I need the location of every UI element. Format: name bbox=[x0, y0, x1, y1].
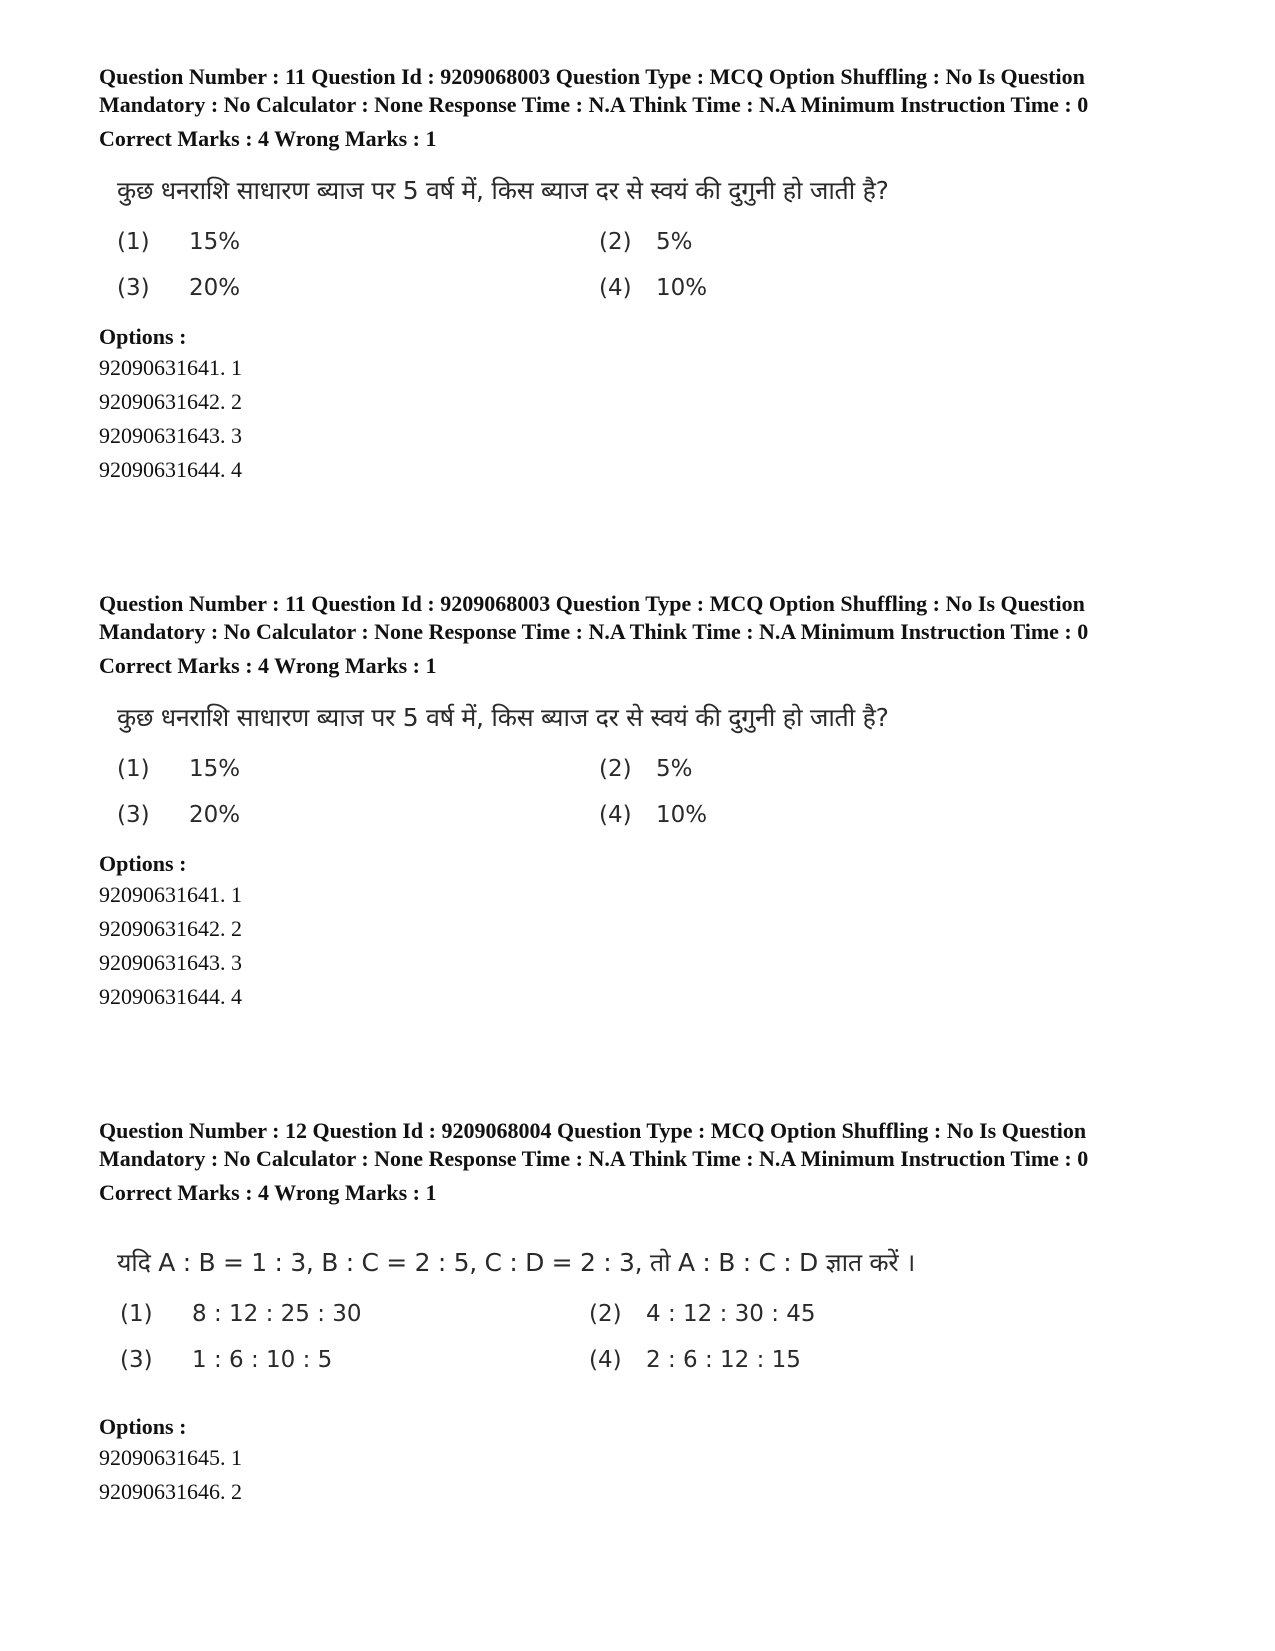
choice-1 bbox=[120, 1301, 362, 1327]
option-line: 92090631642. 2 bbox=[99, 916, 242, 941]
choice-text: 15% bbox=[189, 229, 241, 255]
choice-4 bbox=[589, 1347, 801, 1373]
question-marks: Correct Marks : 4 Wrong Marks : 1 bbox=[99, 653, 437, 678]
choice-number: (2) bbox=[589, 1301, 622, 1327]
choice-3 bbox=[117, 802, 240, 828]
choice-text: 10% bbox=[656, 802, 708, 828]
question-content bbox=[117, 1247, 1179, 1393]
question-text: कुछ धनराशि साधारण ब्याज पर 5 वर्ष में, किस ब्याज दर से स्वयं की दुगुनी हो जाती है? bbox=[117, 176, 889, 205]
choice-number: (4) bbox=[599, 802, 632, 828]
question-marks: Correct Marks : 4 Wrong Marks : 1 bbox=[99, 1180, 437, 1205]
question-header: Question Number : 11 Question Id : 9209068003 Question Type : MCQ Option Shuffling : No Is Question Mandatory : No Calculator : None Response Time : N.A Think Time : N.A Minimum Instruction Time : 0 bbox=[99, 591, 1089, 644]
question-text: कुछ धनराशि साधारण ब्याज पर 5 वर्ष में, किस ब्याज दर से स्वयं की दुगुनी हो जाती है? bbox=[117, 703, 889, 732]
choice-3 bbox=[117, 275, 240, 301]
choice-number: (2) bbox=[599, 756, 632, 782]
choice-number: (1) bbox=[117, 229, 150, 255]
choice-text: 5% bbox=[656, 229, 693, 255]
options-label: Options : bbox=[99, 851, 187, 876]
choice-text: 20% bbox=[189, 802, 241, 828]
choice-4 bbox=[599, 275, 707, 301]
question-header: Question Number : 11 Question Id : 9209068003 Question Type : MCQ Option Shuffling : No Is Question Mandatory : No Calculator : None Response Time : N.A Think Time : N.A Minimum Instruction Time : 0 bbox=[99, 64, 1089, 117]
option-line: 92090631641. 1 bbox=[99, 882, 242, 907]
option-line: 92090631641. 1 bbox=[99, 355, 242, 380]
choice-row bbox=[117, 1301, 1179, 1347]
choice-text: 20% bbox=[189, 275, 241, 301]
choice-row bbox=[117, 756, 1179, 802]
choice-row bbox=[117, 802, 1179, 848]
choice-row bbox=[117, 1347, 1179, 1393]
choice-text: 2 : 6 : 12 : 15 bbox=[646, 1347, 801, 1373]
option-line: 92090631644. 4 bbox=[99, 984, 242, 1009]
choice-1 bbox=[117, 229, 240, 255]
choice-row bbox=[117, 275, 1179, 321]
option-line: 92090631643. 3 bbox=[99, 423, 242, 448]
choice-number: (3) bbox=[120, 1347, 153, 1373]
choice-text: 15% bbox=[189, 756, 241, 782]
choice-number: (1) bbox=[120, 1301, 153, 1327]
choice-number: (1) bbox=[117, 756, 150, 782]
option-line: 92090631642. 2 bbox=[99, 389, 242, 414]
choice-row bbox=[117, 229, 1179, 275]
choice-4 bbox=[599, 802, 707, 828]
choice-3 bbox=[120, 1347, 332, 1373]
question-header: Question Number : 12 Question Id : 9209068004 Question Type : MCQ Option Shuffling : No Is Question Mandatory : No Calculator : None Response Time : N.A Think Time : N.A Minimum Instruction Time : 0 bbox=[99, 1118, 1089, 1171]
options-label: Options : bbox=[99, 1414, 187, 1439]
choice-number: (3) bbox=[117, 275, 150, 301]
choice-number: (3) bbox=[117, 802, 150, 828]
option-line: 92090631644. 4 bbox=[99, 457, 242, 482]
question-block-3 bbox=[99, 1117, 1179, 1509]
question-text: यदि A : B = 1 : 3, B : C = 2 : 5, C : D = 2 : 3, तो A : B : C : D ज्ञात करें । bbox=[117, 1248, 916, 1277]
question-content bbox=[117, 175, 1179, 321]
choice-text: 1 : 6 : 10 : 5 bbox=[192, 1347, 333, 1373]
option-line: 92090631643. 3 bbox=[99, 950, 242, 975]
choice-number: (2) bbox=[599, 229, 632, 255]
choice-text: 4 : 12 : 30 : 45 bbox=[646, 1301, 816, 1327]
choice-text: 5% bbox=[656, 756, 693, 782]
question-block-2 bbox=[99, 590, 1179, 1014]
choice-number: (4) bbox=[599, 275, 632, 301]
options-label: Options : bbox=[99, 324, 187, 349]
choice-text: 8 : 12 : 25 : 30 bbox=[192, 1301, 362, 1327]
choice-2 bbox=[599, 756, 693, 782]
option-line: 92090631646. 2 bbox=[99, 1479, 242, 1504]
question-content bbox=[117, 702, 1179, 848]
choice-2 bbox=[589, 1301, 816, 1327]
question-block-1 bbox=[99, 63, 1179, 487]
option-line: 92090631645. 1 bbox=[99, 1445, 242, 1470]
question-marks: Correct Marks : 4 Wrong Marks : 1 bbox=[99, 126, 437, 151]
choice-2 bbox=[599, 229, 693, 255]
choice-text: 10% bbox=[656, 275, 708, 301]
choice-number: (4) bbox=[589, 1347, 622, 1373]
choice-1 bbox=[117, 756, 240, 782]
